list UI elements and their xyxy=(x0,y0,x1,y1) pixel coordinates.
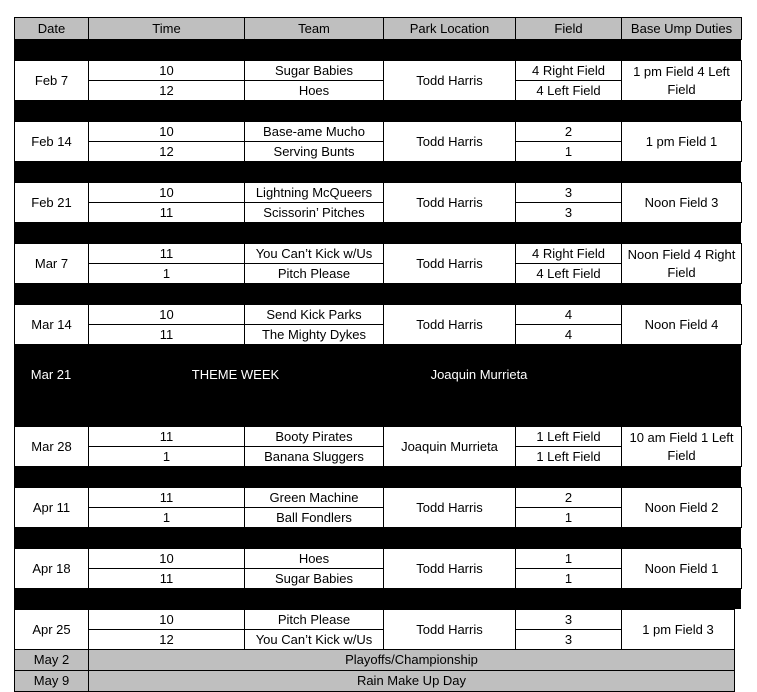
game-field: 3 xyxy=(515,629,622,650)
week-date: Feb 7 xyxy=(14,60,89,101)
game-team: Sugar Babies xyxy=(244,60,384,81)
game-team: Banana Sluggers xyxy=(244,446,384,467)
week-separator xyxy=(14,405,741,426)
base-ump-duties: 1 pm Field 4 Left Field xyxy=(621,60,742,101)
week-date: Apr 18 xyxy=(14,548,89,589)
base-ump-duties: Noon Field 2 xyxy=(621,487,742,528)
game-time: 11 xyxy=(88,202,245,223)
game-field: 4 Left Field xyxy=(515,80,622,101)
game-field: 1 xyxy=(515,568,622,589)
game-time: 1 xyxy=(88,446,245,467)
week-separator xyxy=(14,283,741,304)
game-time: 12 xyxy=(88,141,245,162)
game-field: 4 Right Field xyxy=(515,243,622,264)
footer-event: Rain Make Up Day xyxy=(88,670,735,692)
game-field: 1 xyxy=(515,141,622,162)
week-date: Mar 28 xyxy=(14,426,89,467)
header-ump: Base Ump Duties xyxy=(621,17,742,40)
week-separator xyxy=(14,222,741,243)
game-time: 11 xyxy=(88,324,245,345)
park-location: Todd Harris xyxy=(383,121,516,162)
park-location: Todd Harris xyxy=(383,182,516,223)
header-field: Field xyxy=(515,17,622,40)
game-team: Lightning McQueers xyxy=(244,182,384,203)
footer-date: May 2 xyxy=(14,649,89,671)
header-team: Team xyxy=(244,17,384,40)
base-ump-duties: 1 pm Field 3 xyxy=(621,609,735,650)
park-location: Joaquin Murrieta xyxy=(383,426,516,467)
game-team: You Can’t Kick w/Us xyxy=(244,243,384,264)
game-time: 11 xyxy=(88,568,245,589)
header-date: Date xyxy=(14,17,89,40)
game-team: Pitch Please xyxy=(244,609,384,630)
game-time: 12 xyxy=(88,80,245,101)
game-field: 1 xyxy=(515,507,622,528)
game-time: 10 xyxy=(88,60,245,81)
game-time: 10 xyxy=(88,548,245,569)
park-location: Todd Harris xyxy=(383,487,516,528)
game-field: 1 Left Field xyxy=(515,426,622,447)
week-separator xyxy=(14,588,741,609)
game-team: You Can’t Kick w/Us xyxy=(244,629,384,650)
game-field: 3 xyxy=(515,609,622,630)
game-field: 4 Right Field xyxy=(515,60,622,81)
week-date: Apr 25 xyxy=(14,609,89,650)
schedule-table xyxy=(14,17,741,688)
theme-week-label: THEME WEEK xyxy=(191,367,280,382)
game-time: 12 xyxy=(88,629,245,650)
base-ump-duties: 1 pm Field 1 xyxy=(621,121,742,162)
park-location: Todd Harris xyxy=(383,243,516,284)
game-field: 1 Left Field xyxy=(515,446,622,467)
game-field: 3 xyxy=(515,202,622,223)
base-ump-duties: Noon Field 1 xyxy=(621,548,742,589)
week-date: Mar 7 xyxy=(14,243,89,284)
game-time: 10 xyxy=(88,304,245,325)
game-team: Serving Bunts xyxy=(244,141,384,162)
game-team: Hoes xyxy=(244,548,384,569)
game-team: Scissorin’ Pitches xyxy=(244,202,384,223)
week-date: Apr 11 xyxy=(14,487,89,528)
game-team: Green Machine xyxy=(244,487,384,508)
week-date: Feb 14 xyxy=(14,121,89,162)
base-ump-duties: Noon Field 4 xyxy=(621,304,742,345)
header-time: Time xyxy=(88,17,245,40)
game-team: Base-ame Mucho xyxy=(244,121,384,142)
base-ump-duties: Noon Field 4 Right Field xyxy=(621,243,742,284)
week-separator xyxy=(14,100,741,121)
game-time: 10 xyxy=(88,609,245,630)
week-separator xyxy=(14,39,741,60)
game-field: 3 xyxy=(515,182,622,203)
theme-week-date: Mar 21 xyxy=(30,367,72,382)
game-team: Ball Fondlers xyxy=(244,507,384,528)
game-time: 10 xyxy=(88,121,245,142)
base-ump-duties: Noon Field 3 xyxy=(621,182,742,223)
week-date: Mar 14 xyxy=(14,304,89,345)
game-time: 10 xyxy=(88,182,245,203)
game-field: 4 xyxy=(515,324,622,345)
game-team: The Mighty Dykes xyxy=(244,324,384,345)
game-team: Send Kick Parks xyxy=(244,304,384,325)
game-team: Sugar Babies xyxy=(244,568,384,589)
game-time: 1 xyxy=(88,263,245,284)
game-field: 2 xyxy=(515,121,622,142)
game-field: 2 xyxy=(515,487,622,508)
park-location: Todd Harris xyxy=(383,60,516,101)
park-location: Todd Harris xyxy=(383,609,516,650)
game-time: 1 xyxy=(88,507,245,528)
week-separator xyxy=(14,161,741,182)
game-time: 11 xyxy=(88,243,245,264)
game-team: Booty Pirates xyxy=(244,426,384,447)
week-date: Feb 21 xyxy=(14,182,89,223)
footer-event: Playoffs/Championship xyxy=(88,649,735,671)
game-team: Hoes xyxy=(244,80,384,101)
game-field: 4 Left Field xyxy=(515,263,622,284)
base-ump-duties: 10 am Field 1 Left Field xyxy=(621,426,742,467)
park-location: Todd Harris xyxy=(383,548,516,589)
game-time: 11 xyxy=(88,487,245,508)
game-time: 11 xyxy=(88,426,245,447)
header-park: Park Location xyxy=(383,17,516,40)
game-field: 1 xyxy=(515,548,622,569)
game-field: 4 xyxy=(515,304,622,325)
theme-week-park: Joaquin Murrieta xyxy=(430,367,528,382)
game-team: Pitch Please xyxy=(244,263,384,284)
week-separator xyxy=(14,527,741,548)
park-location: Todd Harris xyxy=(383,304,516,345)
footer-date: May 9 xyxy=(14,670,89,692)
week-separator xyxy=(14,466,741,487)
